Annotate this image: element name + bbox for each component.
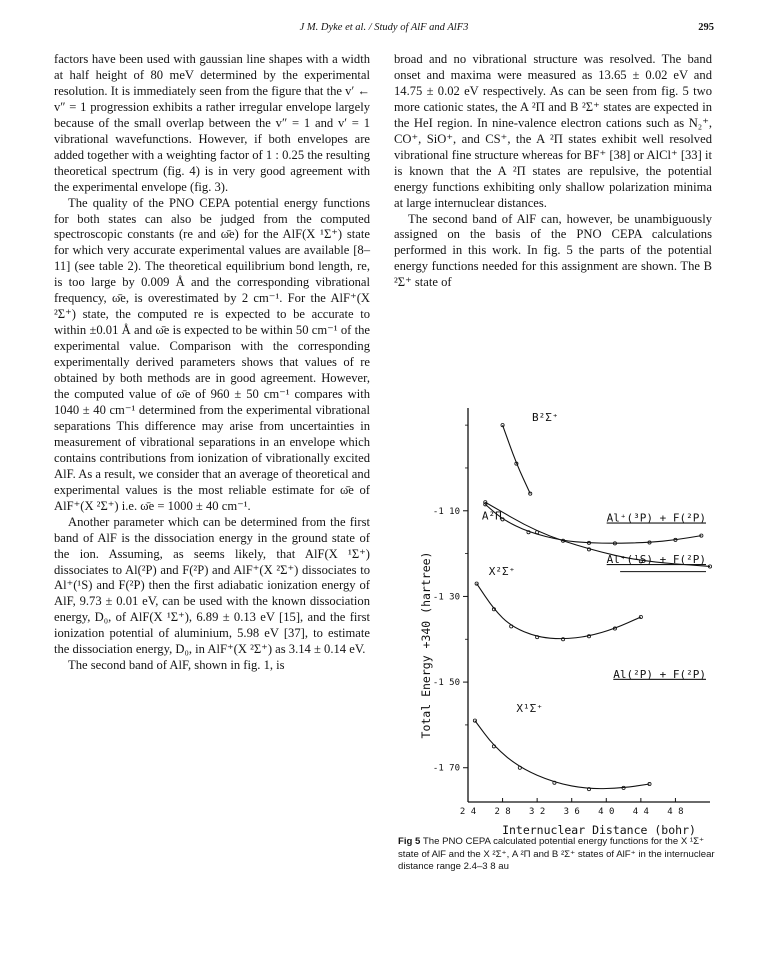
x-tick-label: 4 0: [598, 807, 615, 817]
asymptote-label: Al⁺(³P) + F(²P): [606, 511, 706, 525]
asymptote-label: Al⁺(¹S) + F(²P): [606, 553, 706, 567]
paragraph: broad and no vibrational structure was resolved. The band onset and maxima were measured as 13.65 ± 0.02 eV and 14.75 ± 0.02 eV respectively. As can be seen from fig. 5 two more cationic states, the A ²Π and B ²Σ⁺ states are expected in the HeI region. In nine-valence electron cations such as N₂⁺, CO⁺, SiO⁺, and CS⁺, the A ²Π states exhibit well resolved vibrational fine structure whereas for BF⁺ [38] or AlCl⁺ [33] it is known that the A ²Π states are repulsive, the potential energy functions exhibiting only shallow polarization minima at large internuclear distances.: [394, 52, 712, 210]
x-tick-label: 3 6: [563, 807, 580, 817]
y-tick-label: -1 10: [432, 506, 460, 517]
paragraph: Another parameter which can be determined from the first band of AlF is the dissociation energy in the ground state of the ion. Assuming, as seems likely, that AlF(X ¹Σ⁺) dissociates to Al(²P) and F(²P) and AlF⁺(X ²Σ⁺) dissociates to Al⁺(¹S) and F(²P) then the first adiabatic ionization energy of AlF, 9.73 ± 0.01 eV, can be used with the known dissociation energy, D₀, of AlF(X ¹Σ⁺), 6.89 ± 0.13 eV [15], and the first ionization potential of aluminium, 5.98 eV [37], to estimate the dissociation energy, D₀, in AlF⁺(X ²Σ⁺) as 3.14 ± 0.14 eV.: [54, 514, 370, 657]
right-column: [394, 52, 712, 291]
asymptote-label: Al(²P) + F(²P): [613, 667, 706, 681]
series-line: [475, 721, 650, 789]
x-tick-label: 4 8: [667, 807, 684, 817]
y-axis-title: Total Energy +340 (hartree): [419, 551, 433, 739]
chart-labels: [419, 411, 706, 837]
x-tick-label: 4 4: [632, 807, 649, 817]
running-head: J M. Dyke et al. / Study of AlF and AlF3: [299, 22, 469, 33]
paragraph: The quality of the PNO CEPA potential energy functions for both states can also be judged from the computed spectroscopic constants (re and ω̄e) for the AlF(X ¹Σ⁺) state for which very accurate experimental values are available [8–11] (see table 2). The theoretical equilibrium bond length, re, is too large by 0.009 Å and the corresponding vibrational frequency, ω̄e, is overestimated by 2 cm⁻¹. For the AlF⁺(X ²Σ⁺) state, the computed re is expected to be accurate to within ±0.01 Å and ω̄e is expected to be within 50 cm⁻¹ of the experimental value. Comparison with the corresponding experimentally derived parameters shows that values of re obtained by both methods are in good agreement. However, the computed value of ω̄e of 960 ± 50 cm⁻¹ compares with 1040 ± 40 cm⁻¹ determined from the experimental vibrational separations This difference may arise from uncertainties in measurement of vibrational separations in an envelope which contains contributions from ionization of vibrationally excited AlF. As a result, we consider that an average of theoretical and experimental values is the most reliable estimate for ω̄e of AlF⁺(X ²Σ⁺) i.e. ω̄e = 1000 ± 40 cm⁻¹.: [54, 195, 370, 513]
page-header: [54, 22, 714, 38]
x-tick-label: 3 2: [529, 807, 546, 817]
caption-label: Fig 5: [398, 836, 421, 847]
chart-axes: [433, 408, 710, 817]
paragraph: The second band of AlF, shown in fig. 1, is: [68, 658, 285, 673]
x-tick-label: 2 4: [459, 807, 477, 817]
series-point: [473, 719, 476, 722]
y-tick-label: -1 50: [432, 678, 460, 689]
series-line: [477, 584, 641, 639]
chart-curves: [473, 424, 711, 791]
figure-caption: [398, 836, 716, 874]
series-point: [475, 582, 478, 585]
paragraph: factors have been used with gaussian line shapes with a width at half height of 80 meV determined by the experimental resolution. It is immediately seen from the figure that the v′ ← v″ = 1 progression exhibits a rather irregular envelope largely because of the small overlap between the v″ = 1 and v′ = 1 vibrational wavefunctions. However, if both envelopes are added together with a weighting factor of 1 : 0.25 the resulting theoretical spectrum (fig. 4) is in very good agreement with the experimental envelope (fig. 3).: [54, 52, 370, 194]
figure-5: [410, 400, 720, 837]
paragraph: The second band of AlF can, however, be unambiguously assigned on the basis of the PNO CEPA calculations performed in this work. In fig. 5 the parts of the potential energy functions needed for this assignment are shown. The B ²Σ⁺ state of: [394, 211, 712, 290]
state-label: X²Σ⁺: [488, 565, 516, 579]
state-label: X¹Σ⁺: [516, 702, 543, 716]
state-label: A²Π: [481, 509, 502, 523]
state-label: B²Σ⁺: [531, 410, 559, 424]
series-line: [503, 425, 531, 494]
potential-energy-chart: [410, 400, 720, 837]
x-tick-label: 2 8: [494, 807, 511, 817]
caption-text: The PNO CEPA calculated potential energy functions for the X ¹Σ⁺ state of AlF and the X ²Σ⁺, A ²Π and B ²Σ⁺ states of AlF⁺ in the internuclear distance range 2.4–3 8 au: [398, 836, 715, 872]
y-tick-label: -1 70: [432, 763, 460, 774]
y-tick-label: -1 30: [432, 592, 460, 603]
x-axis-title: Internuclear Distance (bohr): [502, 823, 696, 837]
left-column: [54, 52, 370, 674]
page-number: 295: [698, 22, 714, 33]
